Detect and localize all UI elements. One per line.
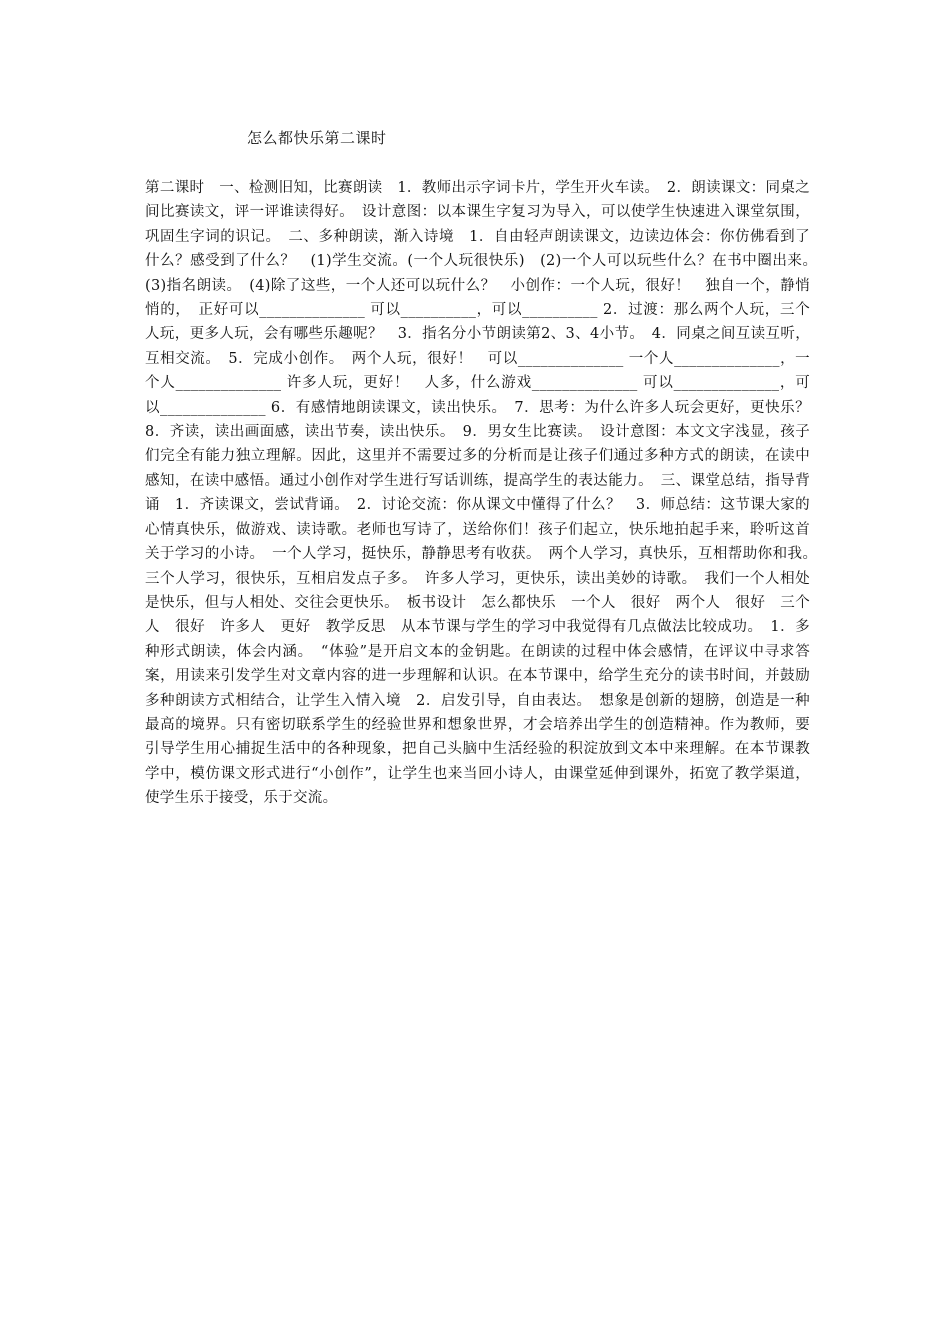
document-title: 怎么都快乐第二课时 [247, 129, 387, 147]
document-body-text: 第二课时 一、检测旧知，比赛朗读 1．教师出示字词卡片，学生开火车读。 2．朗读课文：同桌之间比赛读文，评一评谁读得好。 设计意图：以本课生字复习为导入，可以使学生快速进入课堂氛围，巩固生字词的识记。 二、多种朗读，渐入诗境 1．自由轻声朗读课文，边读边体会：你仿佛看到了什么？感受到了什么？ (1)学生交流。(一个人玩很快乐) (2)一个人可以玩些什么？在书中圈出来。 (3)指名朗读。 (4)除了这些，一个人还可以玩什么？ 小创作：一个人玩，很好！ 独自一个，静悄悄的， 正好可以______________ 可以__________，可以__________ 2．过渡：那么两个人玩，三个人玩，更多人玩，会有哪些乐趣呢？ 3．指名分小节朗读第2、3、4小节。 4．同桌之间互读互听，互相交流。 5．完成小创作。 两个人玩，很好！ 可以______________ 一个人______________，一个人______________ 许多人玩，更好！ 人多，什么游戏______________ 可以______________，可以______________ 6．有感情地朗读课文，读出快乐。 7．思考：为什么许多人玩会更好，更快乐？ 8．齐读，读出画面感，读出节奏，读出快乐。 9．男女生比赛读。 设计意图：本文文字浅显，孩子们完全有能力独立理解。因此，这里并不需要过多的分析而是让孩子们通过多种方式的朗读，在读中感知，在读中感悟。通过小创作对学生进行写话训练，提高学生的表达能力。 三、课堂总结，指导背诵 1．齐读课文，尝试背诵。 2．讨论交流：你从课文中懂得了什么？ 3．师总结：这节课大家的心情真快乐，做游戏、读诗歌。老师也写诗了，送给你们！孩子们起立，快乐地拍起手来，聆听这首关于学习的小诗。 一个人学习，挺快乐，静静思考有收获。 两个人学习，真快乐，互相帮助你和我。 三个人学习，很快乐，互相启发点子多。 许多人学习，更快乐，读出美妙的诗歌。 我们一个人相处是快乐，但与人相处、交往会更快乐。 板书设计 怎么都快乐 一个人 很好 两个人 很好 三个人 很好 许多人 更好 教学反思 从本节课与学生的学习中我觉得有几点做法比较成功。 1．多种形式朗读，体会内涵。 “体验”是开启文本的金钥匙。在朗读的过程中体会感情，在评议中寻求答案，用读来引发学生对文章内容的进一步理解和认识。在本节课中，给学生充分的读书时间，并鼓励多种朗读方式相结合，让学生入情入境 2．启发引导，自由表达。 想象是创新的翅膀，创造是一种最高的境界。只有密切联系学生的经验世界和想象世界，才会培养出学生的创造精神。作为教师，要引导学生用心捕捉生活中的各种现象，把自己头脑中生活经验的积淀放到文本中来理解。在本节课教学中，模仿课文形式进行“小创作”，让学生也来当回小诗人，由课堂延伸到课外，拓宽了教学渠道，使学生乐于接受，乐于交流。 [145, 180, 825, 807]
